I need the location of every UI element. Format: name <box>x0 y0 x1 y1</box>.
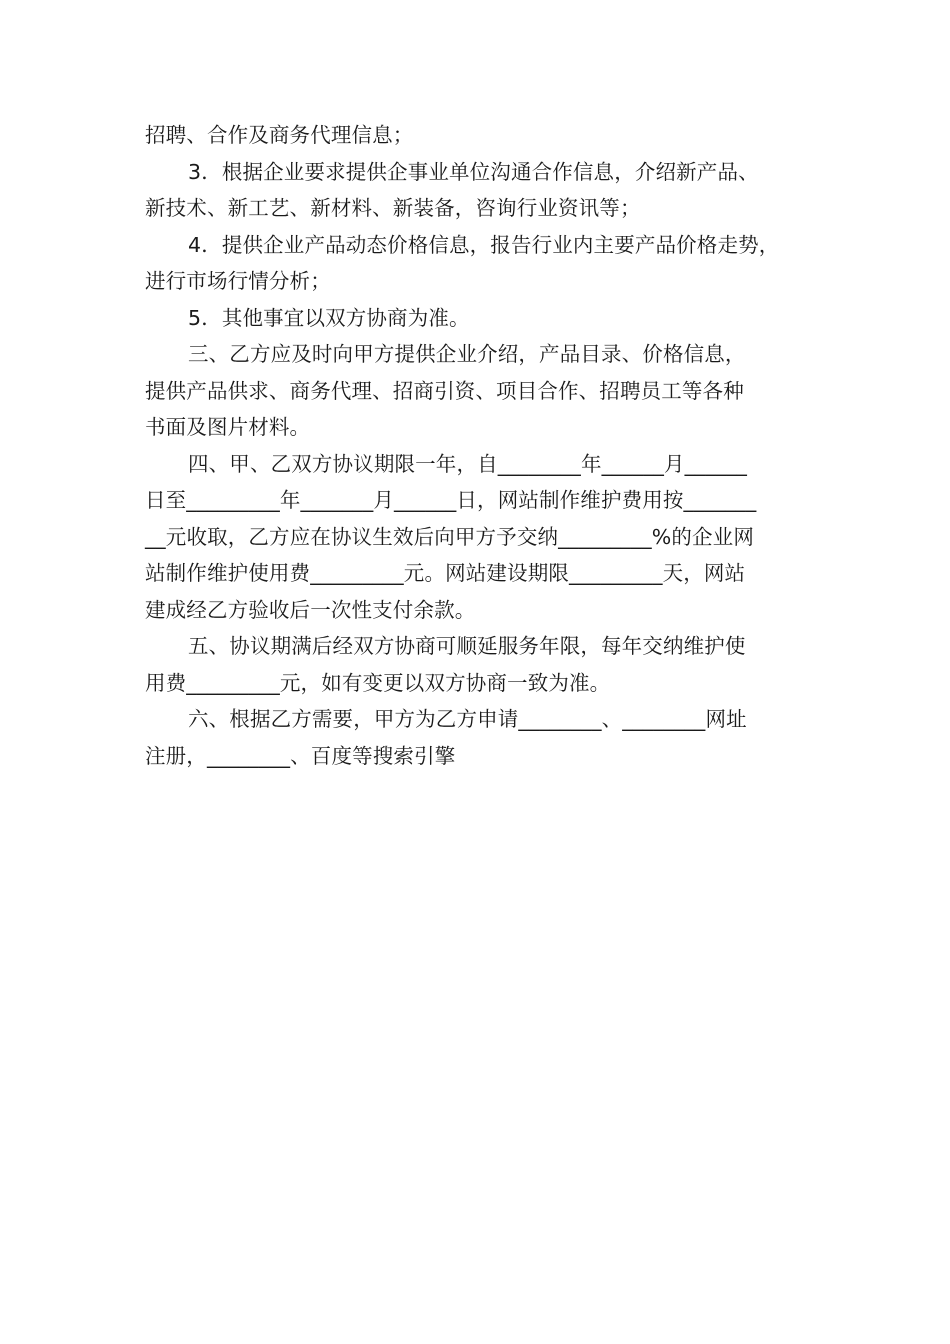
text-line-15: 五、协议期满后经双方协商可顺延服务年限，每年交纳维护使 <box>188 634 746 658</box>
text-line-11: 日至_________年_______月______日，网站制作维护费用按_______ <box>145 488 757 512</box>
text-line-2: 3．根据企业要求提供企事业单位沟通合作信息，介绍新产品、 <box>188 159 759 184</box>
text-line-5: 进行市场行情分析； <box>145 269 331 293</box>
text-line-3: 新技术、新工艺、新材料、新装备，咨询行业资讯等； <box>145 196 641 220</box>
text-line-4: 4．提供企业产品动态价格信息，报告行业内主要产品价格走势， <box>188 232 780 257</box>
document-page <box>145 117 810 774</box>
text-line-7: 三、乙方应及时向甲方提供企业介绍，产品目录、价格信息， <box>188 342 746 366</box>
text-line-14: 建成经乙方验收后一次性支付余款。 <box>145 597 476 622</box>
text-line-18: 注册，________、百度等搜索引擎 <box>145 743 456 768</box>
text-line-16: 用费_________元，如有变更以双方协商一致为准。 <box>145 670 611 695</box>
text-line-17: 六、根据乙方需要，甲方为乙方申请________、________网址 <box>188 707 747 731</box>
text-line-10: 四、甲、乙双方协议期限一年，自________年______月______ <box>188 451 748 476</box>
text-line-13: 站制作维护使用费_________元。网站建设期限_________天，网站 <box>145 561 746 585</box>
text-line-6: 5．其他事宜以双方协商为准。 <box>188 305 470 330</box>
text-line-1: 招聘、合作及商务代理信息； <box>145 123 414 147</box>
text-line-9: 书面及图片材料。 <box>145 415 311 439</box>
text-line-12: __元收取，乙方应在协议生效后向甲方予交纳_________%的企业网 <box>145 524 754 549</box>
text-line-8: 提供产品供求、商务代理、招商引资、项目合作、招聘员工等各种 <box>145 378 744 403</box>
